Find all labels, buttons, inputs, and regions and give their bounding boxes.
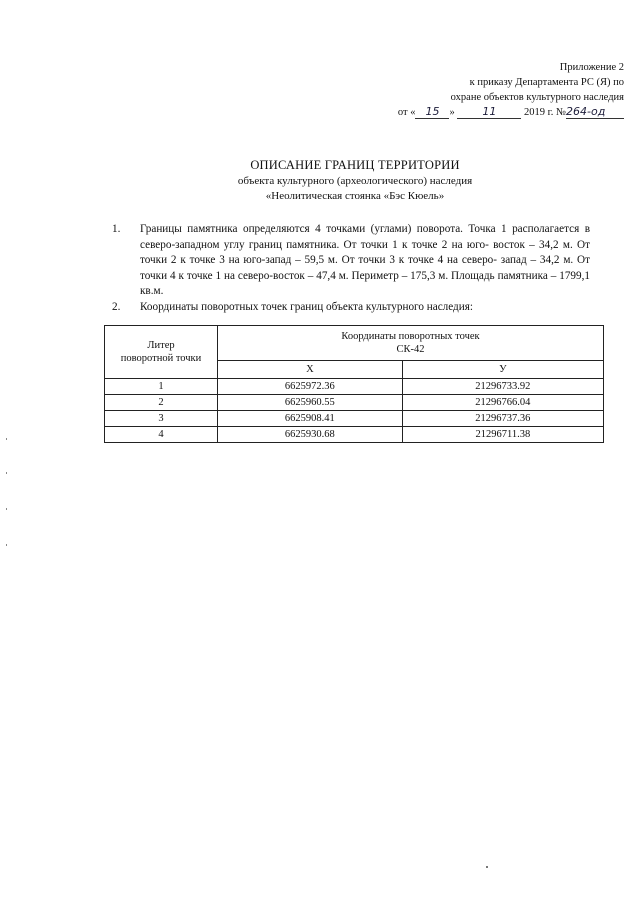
- header-liter: [105, 326, 218, 379]
- scan-margin-mark: [6, 438, 7, 440]
- appendix-order-line: к приказу Департамента РС (Я) по: [469, 77, 624, 88]
- appendix-department-line: охране объектов культурного наследия: [450, 92, 624, 103]
- list-item-number: 2.: [112, 300, 121, 313]
- cell-x: 6625972.36: [218, 379, 403, 395]
- document-title: ОПИСАНИЕ ГРАНИЦ ТЕРРИТОРИИ: [250, 158, 460, 172]
- handwritten-day: 15: [415, 106, 449, 119]
- appendix-header: [344, 60, 624, 120]
- appendix-date-line: [344, 105, 624, 120]
- scan-margin-mark: [6, 544, 7, 546]
- table-row: [105, 379, 604, 395]
- header-x: X: [218, 361, 403, 379]
- header-y: У: [402, 361, 603, 379]
- list-item: [112, 300, 590, 316]
- scan-margin-mark: [6, 472, 7, 474]
- scan-margin-mark: [6, 508, 7, 510]
- cell-y: 21296737.36: [402, 411, 603, 427]
- table-row: [105, 427, 604, 443]
- list-item: [112, 222, 590, 300]
- handwritten-month: 11: [457, 106, 521, 119]
- cell-y: 21296766.04: [402, 395, 603, 411]
- appendix-title: Приложение 2: [559, 62, 624, 73]
- date-year: 2019 г. №: [523, 107, 566, 118]
- cell-y: 21296733.92: [402, 379, 603, 395]
- cell-y: 21296711.38: [402, 427, 603, 443]
- description-list: [112, 222, 590, 315]
- list-item-number: 1.: [112, 223, 121, 235]
- list-item-text: Координаты поворотных точек границ объекта культурного наследия:: [140, 300, 473, 313]
- cell-x: 6625960.55: [218, 395, 403, 411]
- scan-dot: [486, 866, 488, 868]
- cell-x: 6625930.68: [218, 427, 403, 443]
- coordinates-table: [104, 325, 604, 443]
- object-name: «Неолитическая стоянка «Бэс Кюель»: [265, 190, 445, 202]
- header-coords-line2: СК-42: [396, 344, 425, 355]
- header-coordinates: [218, 326, 604, 361]
- date-prefix: от «: [397, 107, 416, 118]
- cell-x: 6625908.41: [218, 411, 403, 427]
- header-liter-line2: поворотной точки: [120, 353, 202, 364]
- table-row: [105, 395, 604, 411]
- cell-point: 2: [105, 395, 218, 411]
- header-coords-line1: Координаты поворотных точек: [341, 331, 480, 342]
- table-row: [105, 411, 604, 427]
- cell-point: 4: [105, 427, 218, 443]
- cell-point: 1: [105, 379, 218, 395]
- document-title-block: [0, 157, 640, 204]
- header-liter-line1: Литер: [147, 340, 175, 351]
- cell-point: 3: [105, 411, 218, 427]
- table-header-row: [105, 326, 604, 361]
- date-mid: »: [449, 107, 455, 118]
- list-item-text: Границы памятника определяются 4 точками (углами) поворота. Точка 1 располагается в северо-западном углу границ памятника. От точки 1 к точке 2 на юго- восток – 34,2 м. От точки 2 к точке 3 на юго-запад – 59,5 м. От точки 3 к точке 4 на северо- запад – 34,2 м. От точки 4 к точке 1 на северо-восток – 47,4 м. Периметр – 175,3 м. Площадь памятника – 1799,1 кв.м.: [140, 223, 590, 297]
- document-subtitle: объекта культурного (археологического) наследия: [237, 175, 473, 187]
- handwritten-order-number: 264-од: [566, 106, 624, 119]
